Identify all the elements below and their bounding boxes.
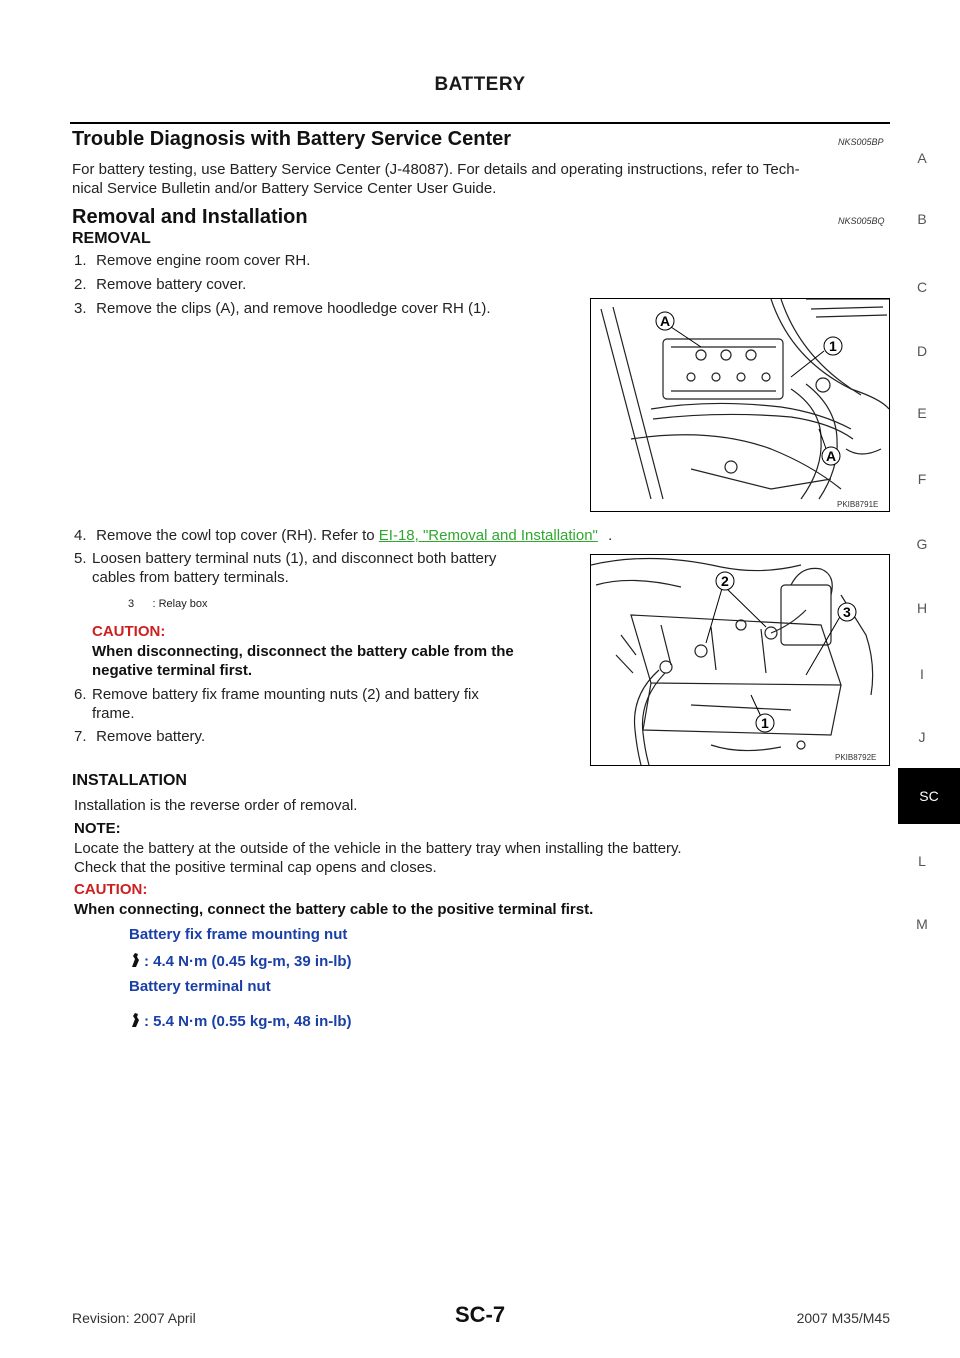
step-text: Remove the clips (A), and remove hoodledge cover RH (1).	[96, 300, 491, 317]
step-number: 5.	[74, 550, 87, 567]
section-title-trouble-diagnosis: Trouble Diagnosis with Battery Service Center	[72, 128, 512, 150]
removal-step-1	[74, 251, 310, 270]
removal-step-5	[74, 549, 582, 568]
figure-id: PKIB8791E	[837, 500, 879, 509]
installation-text: Installation is the reverse order of removal.	[74, 797, 358, 814]
footer-page-number: SC-7	[454, 1302, 506, 1327]
page-title: BATTERY	[434, 74, 526, 95]
torque-item1-label: Battery fix frame mounting nut	[129, 926, 348, 943]
side-index-b[interactable]: B	[917, 211, 927, 227]
step-number: 3.	[74, 300, 87, 317]
callout-1: 1	[761, 715, 769, 731]
figure-legend: 3 : Relay box	[128, 598, 208, 610]
torque-item2-value-row	[129, 1012, 352, 1030]
step-text: Remove battery cover.	[96, 276, 247, 293]
note-label: NOTE:	[74, 820, 121, 837]
torque-value: : 4.4 N·m (0.45 kg-m, 39 in-lb)	[144, 953, 352, 970]
side-index-d[interactable]: D	[916, 343, 928, 359]
side-index-a[interactable]: A	[917, 150, 927, 166]
caution-text: When connecting, connect the battery cable to the positive terminal first.	[74, 901, 594, 918]
removal-step-5-cont: cables from battery terminals.	[92, 569, 289, 586]
side-index-m[interactable]: M	[916, 916, 928, 932]
figure-battery-terminals	[590, 554, 890, 766]
step-text: Loosen battery terminal nuts (1), and disconnect both battery	[92, 550, 497, 567]
section-code: NKS005BP	[838, 137, 884, 147]
callout-a-top: A	[660, 313, 671, 329]
side-index-c[interactable]: C	[916, 279, 928, 295]
callout-3: 3	[843, 604, 851, 620]
step-text: Remove the cowl top cover (RH). Refer to	[96, 527, 375, 544]
torque-wrench-icon	[129, 952, 143, 968]
removal-heading: REMOVAL	[72, 230, 151, 247]
figure-id: PKIB8792E	[835, 753, 877, 762]
engine-bay-illustration	[591, 299, 889, 511]
removal-step-7	[74, 727, 205, 746]
step-number: 6.	[74, 686, 87, 703]
step-number: 4.	[74, 527, 87, 544]
footer-model: 2007 M35/M45	[796, 1310, 890, 1326]
reference-link[interactable]: EI-18, "Removal and Installation"	[378, 527, 598, 544]
step-text: Remove battery fix frame mounting nuts (2) and battery fix	[92, 686, 479, 703]
header-rule	[70, 122, 890, 124]
section1-body-line2: nical Service Bulletin and/or Battery Service Center User Guide.	[72, 180, 497, 197]
side-index-i[interactable]: I	[920, 666, 924, 682]
caution-text-line2: negative terminal first.	[92, 662, 253, 679]
side-index-l[interactable]: L	[918, 853, 926, 869]
torque-item1-value-row	[129, 952, 352, 970]
battery-illustration	[591, 555, 889, 765]
section-title-removal-installation: Removal and Installation	[72, 206, 308, 228]
removal-step-4	[74, 526, 612, 545]
step-number: 1.	[74, 252, 87, 269]
removal-step-2	[74, 275, 246, 294]
caution-text-line1: When disconnecting, disconnect the battery cable from the	[92, 643, 514, 660]
step-number: 2.	[74, 276, 87, 293]
callout-2: 2	[721, 573, 729, 589]
step-text: Remove battery.	[96, 728, 206, 745]
caution-label: CAUTION:	[92, 623, 166, 640]
caution-label: CAUTION:	[74, 881, 148, 898]
removal-step-6	[74, 685, 582, 704]
side-index-sc-active[interactable]	[898, 768, 960, 824]
side-index-j[interactable]: J	[918, 729, 926, 745]
installation-heading: INSTALLATION	[72, 772, 187, 789]
section1-body-line1: For battery testing, use Battery Service Center (J-48087). For details and operating instructions, refer to Tech-	[72, 161, 800, 178]
side-index-f[interactable]: F	[917, 471, 927, 487]
removal-step-6-cont: frame.	[92, 705, 135, 722]
side-index-sc-label: SC	[919, 788, 939, 804]
footer-revision: Revision: 2007 April	[72, 1310, 196, 1326]
step-tail: .	[608, 527, 613, 544]
removal-step-3	[74, 299, 491, 318]
step-number: 7.	[74, 728, 87, 745]
callout-a-bottom: A	[826, 448, 837, 464]
torque-value: : 5.4 N·m (0.55 kg-m, 48 in-lb)	[144, 1013, 352, 1030]
section-code: NKS005BQ	[838, 216, 885, 226]
torque-item2-label: Battery terminal nut	[129, 978, 271, 995]
side-index-g[interactable]: G	[916, 536, 928, 552]
torque-wrench-icon	[129, 1012, 143, 1028]
side-index-h[interactable]: H	[916, 600, 928, 616]
note-text-line2: Check that the positive terminal cap opens and closes.	[74, 859, 437, 876]
step-text: Remove engine room cover RH.	[96, 252, 311, 269]
figure-hoodledge-cover	[590, 298, 890, 512]
callout-1: 1	[829, 338, 837, 354]
note-text-line1: Locate the battery at the outside of the vehicle in the battery tray when installing the battery.	[74, 840, 682, 857]
side-index-e[interactable]: E	[917, 405, 927, 421]
